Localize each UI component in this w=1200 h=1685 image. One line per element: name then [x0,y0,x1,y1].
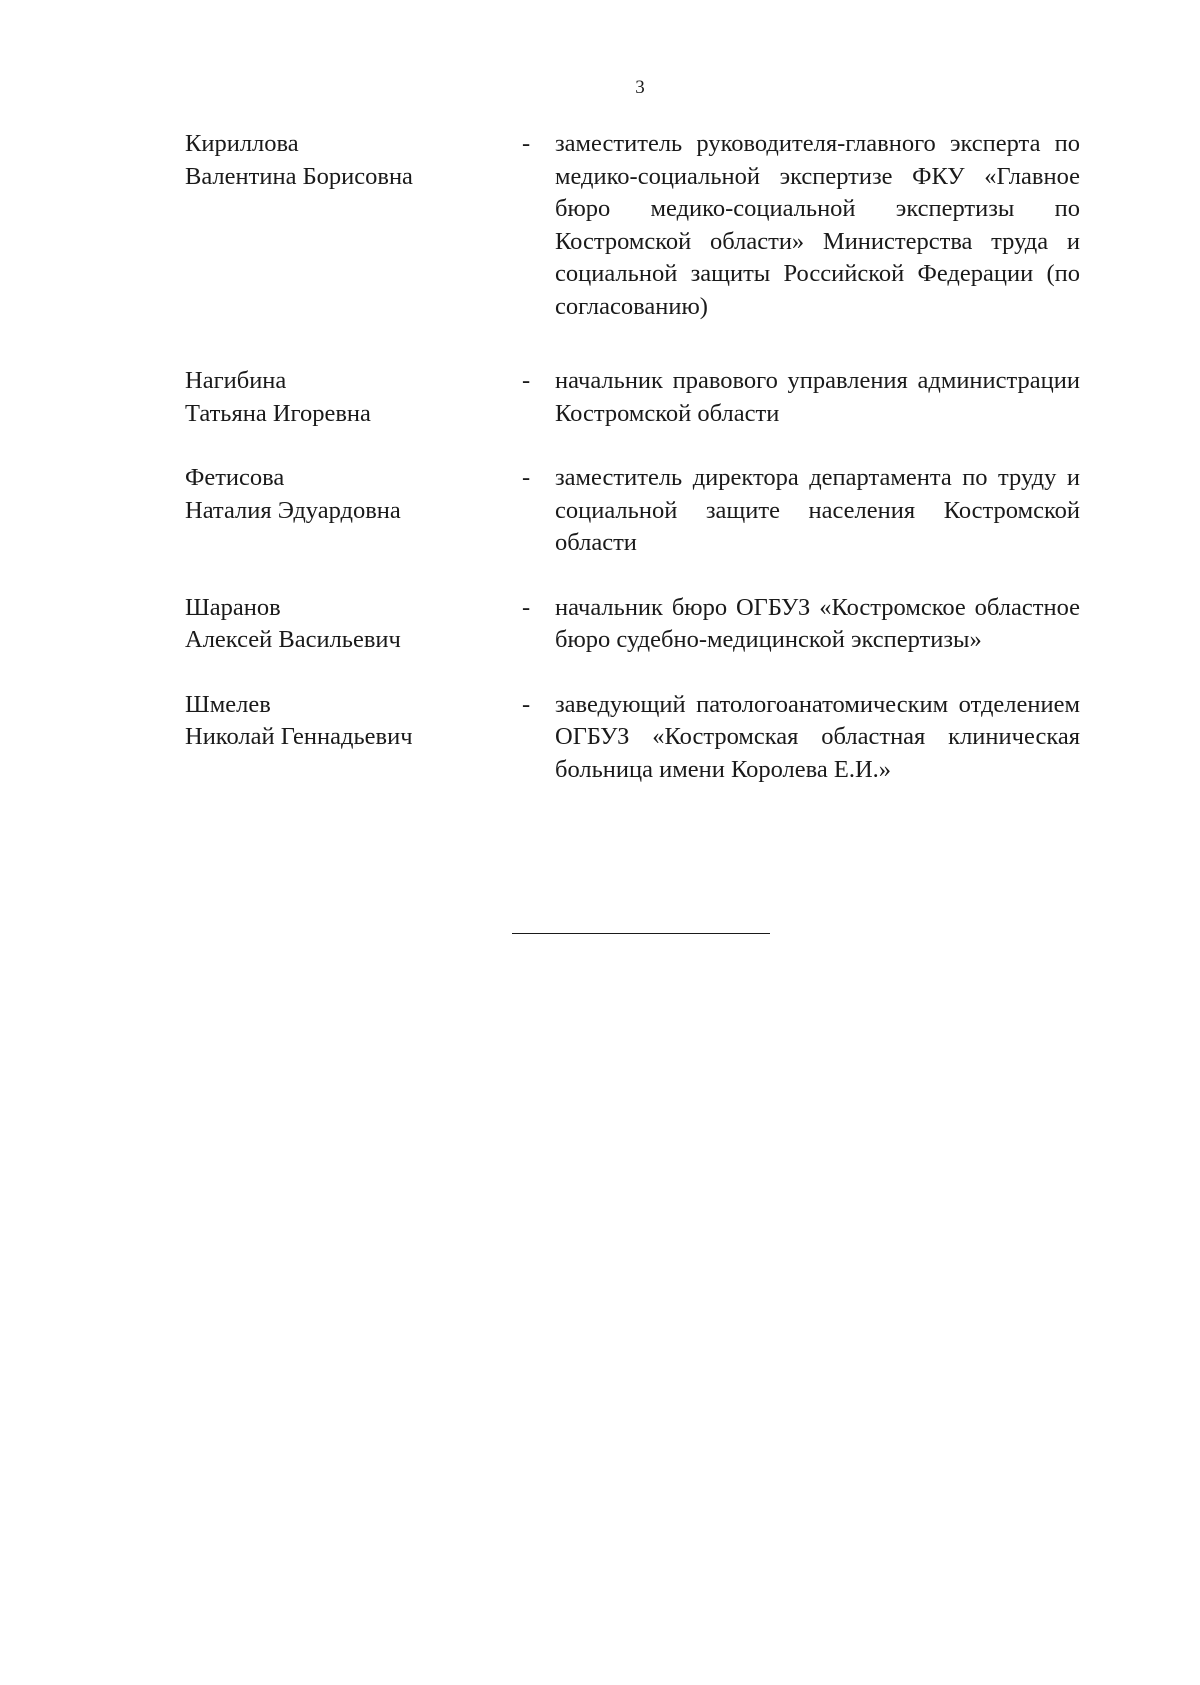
member-entry [185,592,1080,657]
member-entry [185,462,1080,560]
member-dash: - [522,367,531,394]
member-entry [185,128,1080,323]
member-surname: Кириллова [185,130,299,157]
member-name [185,128,505,193]
member-given-names: Наталия Эдуардовна [185,496,401,524]
closing-separator-line [512,933,770,934]
member-name [185,365,505,430]
member-position: заместитель директора департамента по труду и социальной защите населения Костромской области [555,464,1080,556]
member-dash: - [522,464,531,491]
member-entry [185,689,1080,787]
member-dash: - [522,690,531,718]
member-position: начальник бюро ОГБУЗ «Костромское областное бюро судебно-медицинской экспертизы» [555,593,1080,653]
member-name [185,592,505,657]
member-name [185,462,505,527]
member-entry [185,365,1080,430]
member-list [185,128,1080,786]
member-surname: Шмелев [185,690,271,718]
page-number: 3 [635,77,645,98]
member-given-names: Татьяна Игоревна [185,399,371,427]
member-given-names: Алексей Васильевич [185,626,401,653]
member-surname: Шаранов [185,593,281,621]
member-position: заведующий патологоанатомическим отделением ОГБУЗ «Костромская областная клиническая больница имени Королева Е.И.» [555,690,1080,783]
member-given-names: Валентина Борисовна [185,162,413,190]
member-name [185,689,505,754]
member-position: заместитель руководителя-главного эксперта по медико-социальной экспертизе ФКУ «Главное бюро медико-социальной экспертизы по Костромской области» Министерства труда и социальной защиты Российской Федерации (по согласованию) [555,130,1080,320]
member-position: начальник правового управления администрации Костромской области [555,367,1080,427]
member-dash: - [522,130,531,157]
member-surname: Нагибина [185,367,287,394]
member-dash: - [522,593,531,621]
member-surname: Фетисова [185,464,285,491]
member-given-names: Николай Геннадьевич [185,723,413,750]
